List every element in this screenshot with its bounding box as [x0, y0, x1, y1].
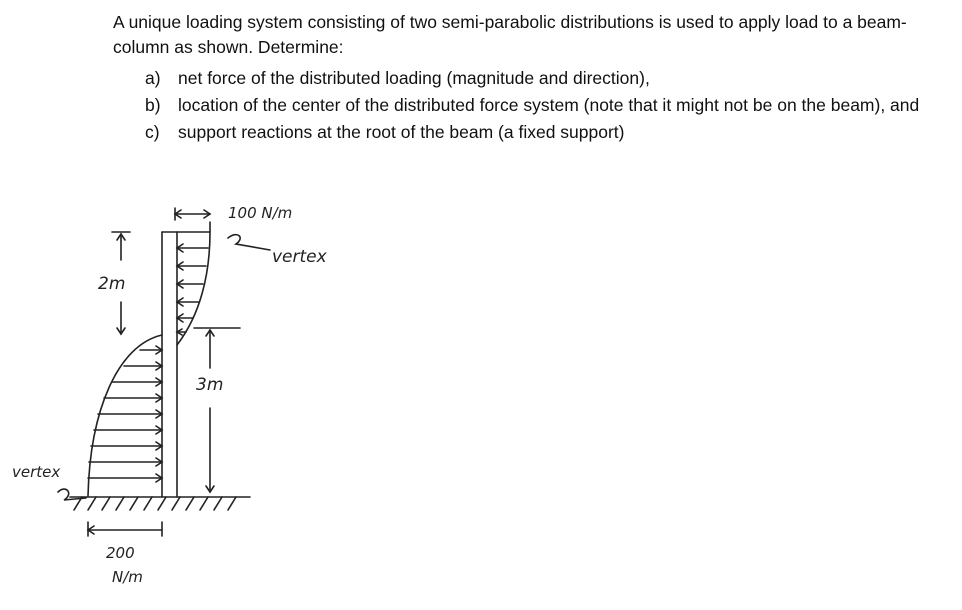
part-text: net force of the distributed loading (magnitude and direction),: [178, 68, 650, 88]
beam-column: [162, 232, 177, 497]
dimension-3m: [194, 328, 240, 492]
part-label: b): [145, 95, 161, 115]
bottom-load-value: 200: [106, 544, 135, 562]
top-vertex-label: vertex: [272, 247, 327, 267]
bottom-load-unit: N/m: [112, 568, 143, 586]
fixed-support: [70, 497, 250, 510]
left-vertex-leader: [58, 489, 86, 500]
bottom-load-dimension: [88, 522, 162, 536]
part-label: a): [145, 68, 161, 88]
part-text: location of the center of the distributed force system (note that it might not be on the beam), and: [178, 95, 920, 115]
top-load-label: 100 N/m: [228, 204, 293, 222]
dimension-3m-label: 3m: [196, 375, 224, 395]
dimension-2m-label: 2m: [98, 274, 126, 294]
top-vertex-leader: [228, 235, 270, 250]
lower-load-distribution: [88, 335, 162, 496]
part-text: support reactions at the root of the beam (a fixed support): [178, 122, 625, 142]
lower-load-arrows: [88, 346, 162, 482]
part-label: c): [145, 122, 160, 142]
left-vertex-label: vertex: [12, 463, 61, 481]
problem-intro: A unique loading system consisting of two semi-parabolic distributions is used to apply load to a beam-column as shown. Determine:: [113, 12, 907, 57]
top-load-dimension: [175, 208, 210, 220]
